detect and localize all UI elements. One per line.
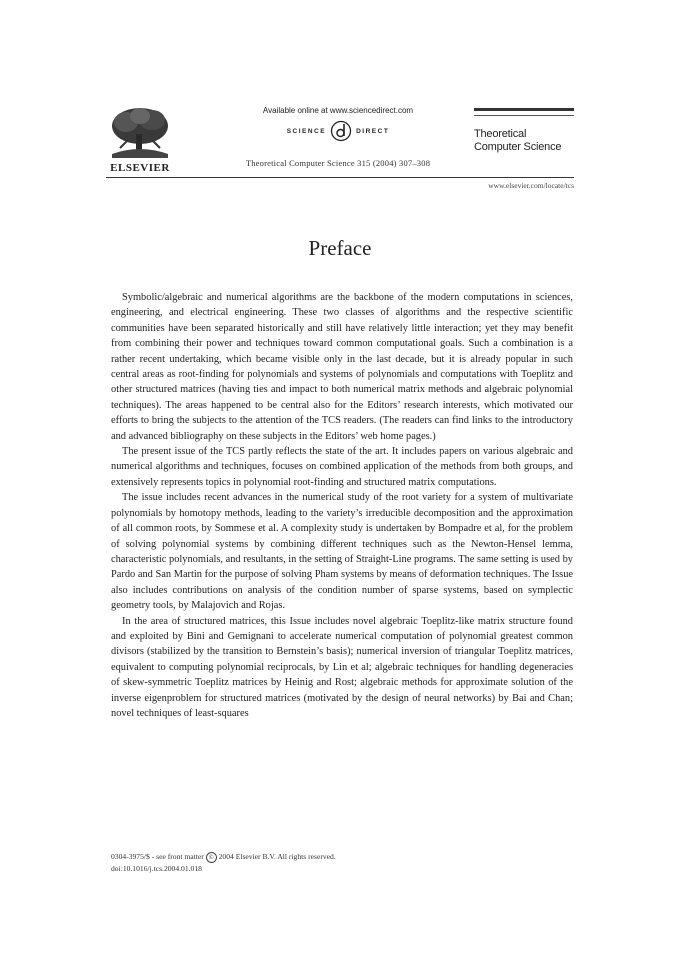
footer-copyright-line bbox=[111, 851, 573, 863]
article-title: Preface bbox=[308, 236, 372, 260]
sciencedirect-left-word: SCIENCE bbox=[286, 127, 327, 135]
available-online-text: Available online at www.sciencedirect.com bbox=[262, 106, 414, 115]
article-body bbox=[111, 290, 573, 721]
elsevier-logo bbox=[106, 104, 174, 176]
publisher-logo-text: ELSEVIER bbox=[110, 162, 170, 174]
masthead-rule-thin bbox=[474, 115, 574, 116]
header-divider bbox=[106, 177, 574, 178]
journal-masthead bbox=[474, 108, 574, 154]
sciencedirect-mark-icon bbox=[330, 120, 352, 142]
body-paragraph: The issue includes recent advances in the numerical study of the root variety for a system of multivariate polynomials by homotopy methods, leading to the variety’s irreducible decomposition and the approximation of all common roots, by Sommese et al. A complexity study is undertaken by Bompadre et al, for the problem of solving polynomial systems by combining different techniques such as the Newton-Hensel lemma, characteristic polynomials, and resultants, in the setting of Straight-Line programs. The same setting is used by Pardo and San Martin for the purpose of solving Pham systems by means of deformation techniques. The Issue also includes contributions on analysis of the condition number of sparse systems, based on symplectic geometry tools, by Malajovich and Rojas. bbox=[111, 492, 573, 612]
body-paragraph: In the area of structured matrices, this Issue includes novel algebraic Toeplitz-like matrix structure found and exploited by Bini and Gemignani to accelerate numerical computation of polynomial greatest common divisors (stabilized by the transition to Bernstein’s basis); numerical inversion of triangular Toeplitz matrices, equivalent to computing polynomial reciprocals, by Lin et al; algebraic techniques for handling degeneracies of skew-symmetric Toeplitz matrices by Heinig and Rost; algebraic methods for approximate solution of the inverse eigenproblem for structured matrices (motivated by the design of neural networks) by Bai and Chan; novel techniques of least-squares bbox=[111, 615, 573, 719]
journal-title-line1: Theoretical bbox=[474, 128, 527, 140]
body-paragraph: Symbolic/algebraic and numerical algorithms are the backbone of the modern computations in sciences, engineering, and electrical engineering. These two classes of algorithms and the respective scientific communities have been separated historically and still have relatively little interaction; yet they may benefit from combining their power and techniques toward common computational goals. Such a combination is a rather recent undertaking, which became visible only in the last decade, but it is already popular in such central areas as root-finding for polynomials and systems of polynomials and computations with Toeplitz and other structured matrices (having ties and impact to both numerical matrix methods and algebraic polynomial techniques). The areas happened to be central also for the Editors’ research interests, which motivated our efforts to bring the subjects to the attention of the TCS readers. (The readers can find links to the introductory and advanced bibliography on these subjects in the Editors’ web home pages.) bbox=[111, 292, 573, 442]
front-matter-text: 0304-3975/$ - see front matter bbox=[111, 852, 204, 861]
journal-homepage-link[interactable]: www.elsevier.com/locate/tcs bbox=[488, 181, 574, 190]
journal-title bbox=[474, 128, 574, 154]
masthead-center bbox=[200, 106, 476, 168]
masthead-rule-thick bbox=[474, 108, 574, 111]
elsevier-tree-icon bbox=[106, 104, 174, 160]
body-paragraph: The present issue of the TCS partly reflects the state of the art. It includes papers on various algebraic and numerical algorithms and techniques, focuses on combined application of the methods from both groups, and extensively represents topics in polynomial root-finding and structured matrix computations. bbox=[111, 446, 573, 488]
copyright-text: 2004 Elsevier B.V. All rights reserved. bbox=[218, 852, 336, 861]
sciencedirect-right-word: DIRECT bbox=[356, 127, 390, 135]
journal-title-line2: Computer Science bbox=[474, 141, 562, 153]
sciencedirect-logo bbox=[200, 120, 476, 142]
doi-text[interactable]: doi:10.1016/j.tcs.2004.01.018 bbox=[111, 863, 202, 873]
copyright-icon: © bbox=[206, 852, 217, 863]
journal-citation: Theoretical Computer Science 315 (2004) 307–308 bbox=[245, 158, 431, 168]
page-footer bbox=[111, 851, 573, 874]
